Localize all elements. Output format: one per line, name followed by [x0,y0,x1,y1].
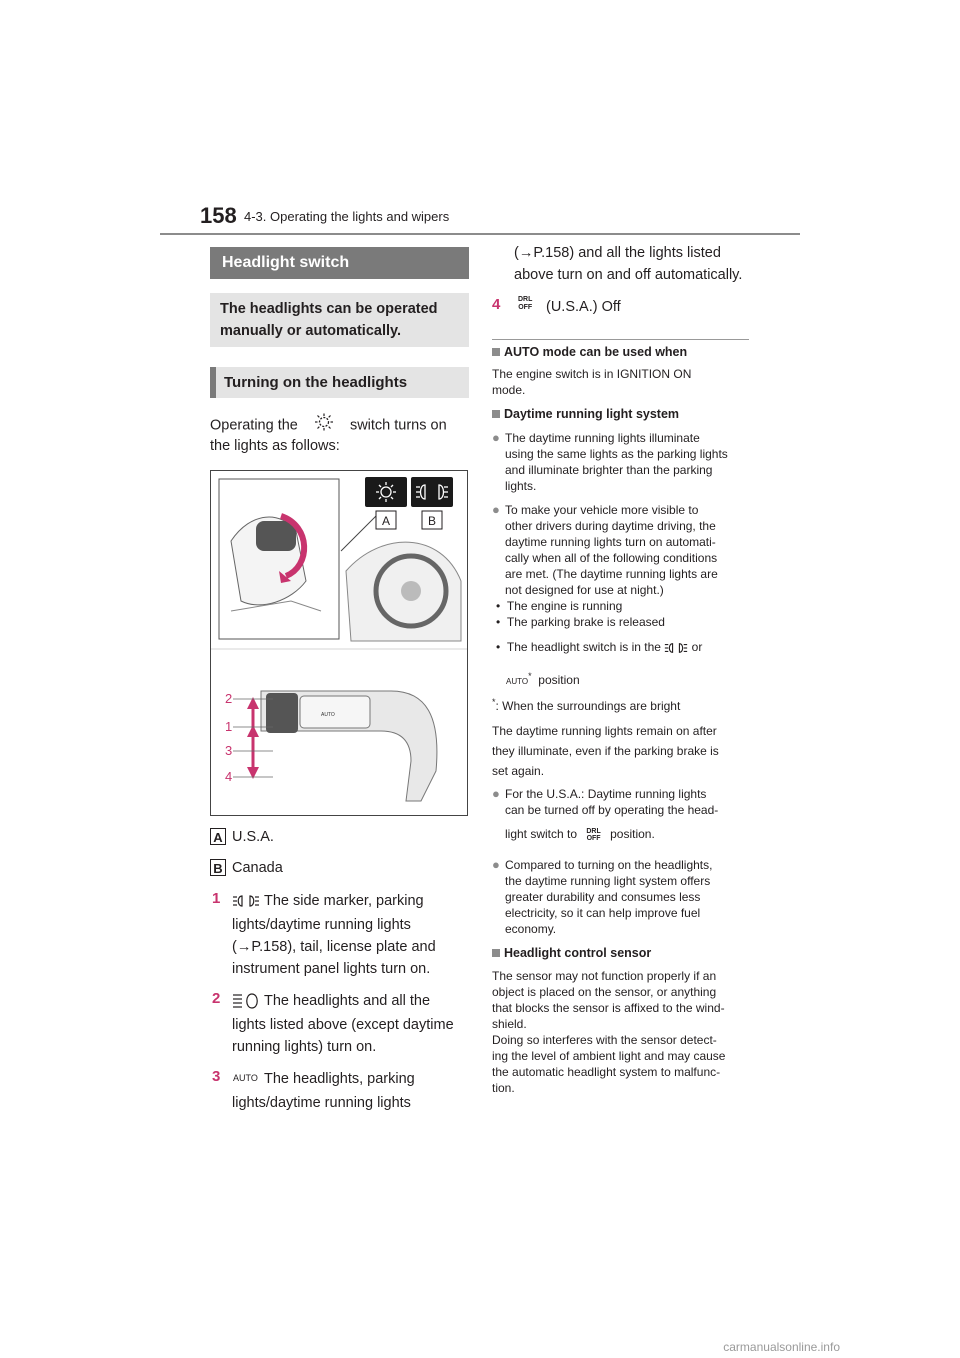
sensor-heading-text: Headlight control sensor [504,946,652,960]
condition-3-cont [506,668,580,690]
operating-post: switch turns on [349,417,447,434]
item-1-line-4: instrument panel lights turn on. [232,961,431,977]
usa-line-2: can be turned off by operating the head- [505,803,719,817]
drl-bullet-2: ● To make your vehicle more visible to other drivers during daytime driving, the daytime running lights turn on automati- cally when all of the following conditions are met. (The daytime running lights are not designed for use at night.) [492,502,752,598]
drl-off-icon-bottom: OFF [518,304,533,311]
drl-off-icon [586,828,600,842]
footnote [492,694,680,714]
page-number: 158 [200,203,237,228]
sensor-body [492,968,754,1096]
fig-num-2: 2 [225,691,233,706]
drl-heading [492,407,679,421]
sensor-line: the automatic headlight system to malfunc- [492,1065,721,1079]
section-title: Headlight switch [210,247,469,279]
condition-1-text: The engine is running [506,599,623,613]
item-4-text: (U.S.A.) Off [546,299,621,315]
auto-body-line: The engine switch is in IGNITION ON [492,367,692,381]
usa-line-1: For the U.S.A.: Daytime running lights [505,787,707,801]
figure-label-b: B [427,514,437,528]
condition-1: • The engine is running [496,599,623,613]
item-number-1: 1 [212,890,221,907]
compared-line: economy. [505,922,557,936]
compared-line: Compared to turning on the headlights, [505,858,713,872]
footnote-marker: * [528,671,532,681]
item-3-line-2: lights/daytime running lights [232,1095,411,1111]
lever-knob [256,521,296,551]
sensor-line: The sensor may not function properly if an [492,969,717,983]
figure-label-a: A [381,514,391,528]
condition-3-or: or [691,640,703,654]
auto-icon: AUTO [506,677,529,686]
sensor-line: shield. [492,1017,527,1031]
item-1-line-3: (→P.158), tail, license plate and [232,939,436,955]
icon-box-a [365,477,407,507]
drl-off-icon-top: DRL [518,296,533,303]
compared-bullet: ● Compared to turning on the headlights, the daytime running light system offers greater durability and consumes less electricity, so it can help improve fuel economy. [492,857,752,937]
drl-b2-line: daytime running lights turn on automati- [505,535,716,549]
usa-line-3-pre: light switch to [505,827,578,841]
parking-lights-icon [232,894,260,913]
item-3-continued-1: (→P.158) and all the lights listed [514,245,721,261]
drl-b1-line: lights. [505,479,537,493]
drl-b1-line: and illuminate brighter than the parking [505,463,713,477]
operating-text [210,413,470,457]
compared-line: greater durability and consumes less [505,890,701,904]
auto-body-line: mode. [492,383,526,397]
item-3-continued-2: above turn on and off automatically. [514,267,743,283]
drl-bullet-1: ● The daytime running lights illuminate using the same lights as the parking lights and illuminate brighter than the parking lights. [492,430,752,494]
footnote-text: : When the surroundings are bright [495,699,681,713]
compared-line: the daytime running light system offers [505,874,711,888]
item-number-3: 3 [212,1068,221,1085]
drl-b2-line: not designed for use at night.) [505,583,664,597]
condition-2: • The parking brake is released [496,615,665,629]
intro-box: The headlights can be operated manually or automatically. [210,293,469,347]
lever-auto-text: AUTO [321,712,335,718]
legend-text-canada: Canada [232,860,283,876]
pointer-line [341,511,381,551]
auto-mode-heading-text: AUTO mode can be used when [504,345,688,359]
chapter-title: 4-3. Operating the lights and wipers [244,209,450,224]
operating-line2: the lights as follows: [210,438,340,454]
fig-num-4: 4 [225,769,233,784]
auto-mode-body [492,366,691,398]
condition-3-text: The headlight switch is in the [506,640,661,654]
item-number-2: 2 [212,990,221,1007]
condition-2-text: The parking brake is released [506,615,665,629]
subsection-title: Turning on the headlights [210,367,469,398]
drl-b2-line: are met. (The daytime running lights are [505,567,718,581]
watermark: carmanualsonline.info [723,1340,840,1354]
item-2-line-2: lights listed above (except daytime [232,1017,454,1033]
parking-lights-icon [664,642,688,654]
item-3-line-1: The headlights, parking [264,1071,415,1087]
item-number-4: 4 [492,296,501,313]
item-1-line-1: The side marker, parking [264,893,424,909]
compared-line: electricity, so it can help improve fuel [505,906,701,920]
sensor-line: ing the level of ambient light and may cause [492,1049,726,1063]
drl-off-icon-top: DRL [586,827,601,835]
remain-line: The daytime running lights remain on after [492,724,717,738]
item-2-line-3: running lights) turn on. [232,1039,377,1055]
auto-mode-heading [492,345,687,359]
condition-3-post: position [538,673,580,687]
usa-line-3 [505,826,752,842]
drl-heading-text: Daytime running light system [504,407,680,421]
drl-b2-line: other drivers during daytime driving, the [505,519,716,533]
headlight-beam-icon [232,993,262,1014]
fig-num-1: 1 [225,719,233,734]
notes-rule [492,339,749,340]
footnote-star: * [492,697,496,707]
sensor-line: object is placed on the sensor, or anything [492,985,717,999]
usa-bullet: ● For the U.S.A.: Daytime running lights can be turned off by operating the head- light switch to DRL OFF position. [492,786,752,842]
sensor-line: that blocks the sensor is affixed to the wind- [492,1001,725,1015]
fig-num-3: 3 [225,743,233,758]
remain-text [492,721,719,781]
drl-b1-line: using the same lights as the parking lights [505,447,728,461]
item-2-line-1: The headlights and all the [264,993,431,1009]
drl-off-icon [518,296,532,312]
drl-b2-line: To make your vehicle more visible to [505,503,699,517]
sensor-line: tion. [492,1081,515,1095]
legend-key-a: A [210,828,226,845]
remain-line: they illuminate, even if the parking brake is [492,744,719,758]
lever-markings-panel [300,696,370,728]
steering-hub [401,581,421,601]
figure-illustration [211,471,467,815]
drl-b2-line: cally when all of the following conditions [505,551,718,565]
item-1-line-2: lights/daytime running lights [232,917,411,933]
auto-icon: AUTO [233,1073,258,1083]
legend-key-b: B [210,859,226,876]
sensor-heading [492,946,651,960]
drl-off-icon-bottom: OFF [586,834,601,842]
operating-pre: Operating the [210,417,298,434]
legend-text-usa: U.S.A. [232,829,274,845]
condition-3: • The headlight switch is in the or [496,640,703,654]
usa-line-3-post: position. [610,827,655,841]
remain-line: set again. [492,764,545,778]
header-rule [160,233,800,235]
drl-b1-line: The daytime running lights illuminate [505,431,700,445]
headlight-switch-figure [210,470,468,816]
sensor-line: Doing so interferes with the sensor detect- [492,1033,717,1047]
